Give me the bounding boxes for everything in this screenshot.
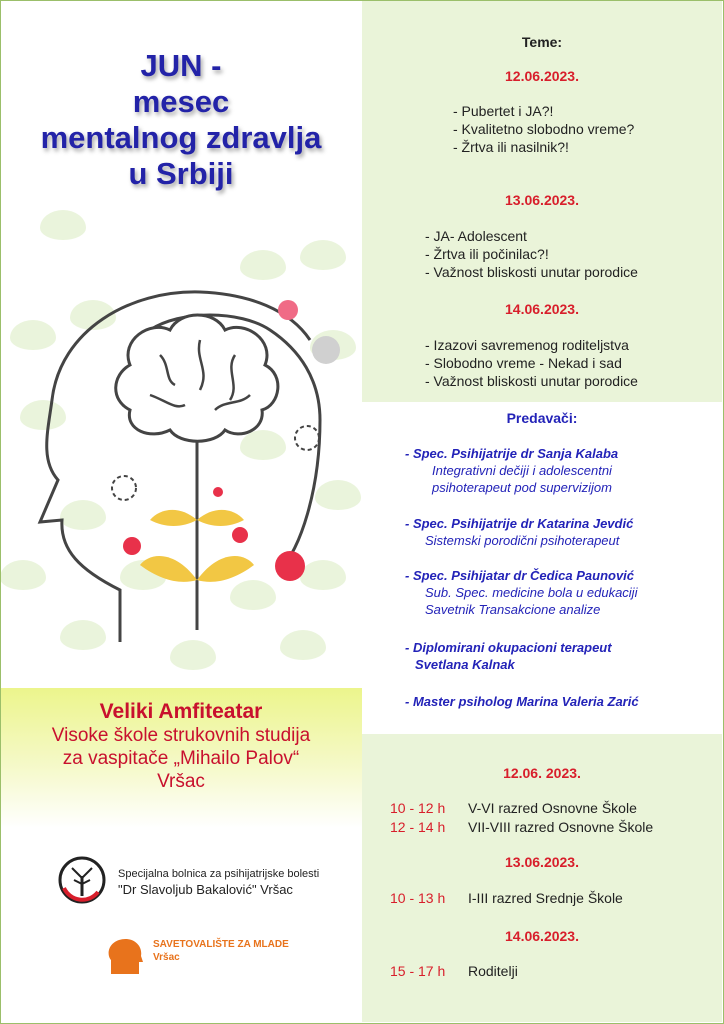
topic-item: - Žrtva ili nasilnik?!: [453, 139, 569, 155]
schedule-time: 10 - 12 h: [390, 800, 446, 816]
lecturer-name: - Master psiholog Marina Valeria Zarić: [405, 694, 639, 709]
topics-heading: Teme:: [521, 34, 563, 50]
topic-item: - Žrtva ili počinilac?!: [425, 246, 549, 262]
schedule-date: 14.06.2023.: [505, 928, 579, 944]
schedule-text: Roditelji: [468, 963, 518, 979]
topic-date: 14.06.2023.: [505, 301, 579, 317]
lecturer-desc-line: Savetnik Transakcione analize: [425, 602, 601, 617]
topic-item: - Važnost bliskosti unutar porodice: [425, 264, 638, 280]
lecturer-name: - Spec. Psihijatrije dr Katarina Jevdić: [405, 516, 634, 531]
topic-item: - Izazovi savremenog roditeljstva: [425, 337, 629, 353]
venue-line: Vršac: [157, 771, 205, 792]
schedule-text: V-VI razred Osnovne Škole: [468, 800, 637, 816]
title-line: u Srbiji: [128, 156, 234, 191]
title-line: JUN -: [140, 48, 222, 83]
topic-date: 12.06.2023.: [505, 68, 579, 84]
schedule-text: I-III razred Srednje Škole: [468, 890, 623, 906]
counseling-name-line2: Vršac: [153, 952, 180, 963]
schedule-text: VII-VIII razred Osnovne Škole: [468, 819, 654, 835]
topic-date: 13.06.2023.: [505, 192, 579, 208]
hospital-name-line1: Specijalna bolnica za psihijatrijske bolesti: [118, 868, 320, 880]
lecturer-name: - Spec. Psihijatar dr Čedica Paunović: [405, 568, 635, 583]
schedule-time: 10 - 13 h: [390, 890, 446, 906]
schedule-time: 12 - 14 h: [390, 819, 446, 835]
counseling-name-line1: SAVETOVALIŠTE ZA MLADE: [153, 939, 289, 950]
venue-line: za vaspitače „Mihailo Palov“: [62, 748, 300, 769]
lecturers-heading: Predavači:: [506, 410, 578, 426]
schedule-date: 12.06. 2023.: [503, 765, 581, 781]
lecturer-desc-line: Svetlana Kalnak: [415, 657, 515, 672]
schedule-date: 13.06.2023.: [505, 854, 579, 870]
venue-title: Veliki Amfiteatar: [99, 700, 263, 723]
topic-item: - Pubertet i JA?!: [453, 103, 554, 119]
lecturer-name: - Spec. Psihijatrije dr Sanja Kalaba: [405, 446, 619, 461]
schedule-time: 15 - 17 h: [390, 963, 446, 979]
topic-item: - JA- Adolescent: [425, 228, 527, 244]
topic-item: - Slobodno vreme - Nekad i sad: [425, 355, 622, 371]
topic-item: - Kvalitetno slobodno vreme?: [453, 121, 635, 137]
hospital-name-line2: "Dr Slavoljub Bakalović" Vršac: [118, 882, 293, 897]
venue-line: Visoke škole strukovnih studija: [51, 725, 311, 746]
lecturer-desc-line: Sistemski porodični psihoterapeut: [425, 533, 620, 548]
lecturer-desc-line: Sub. Spec. medicine bola u edukaciji: [425, 585, 638, 600]
lecturer-name: - Diplomirani okupacioni terapeut: [405, 640, 612, 655]
title-line: mentalnog zdravlja: [40, 120, 322, 155]
topic-item: - Važnost bliskosti unutar porodice: [425, 373, 638, 389]
lecturer-desc-line: Integrativni dečiji i adolescentni: [432, 463, 612, 478]
lecturer-desc-line: psihoterapeut pod supervizijom: [432, 480, 612, 495]
title-line: mesec: [132, 84, 230, 119]
